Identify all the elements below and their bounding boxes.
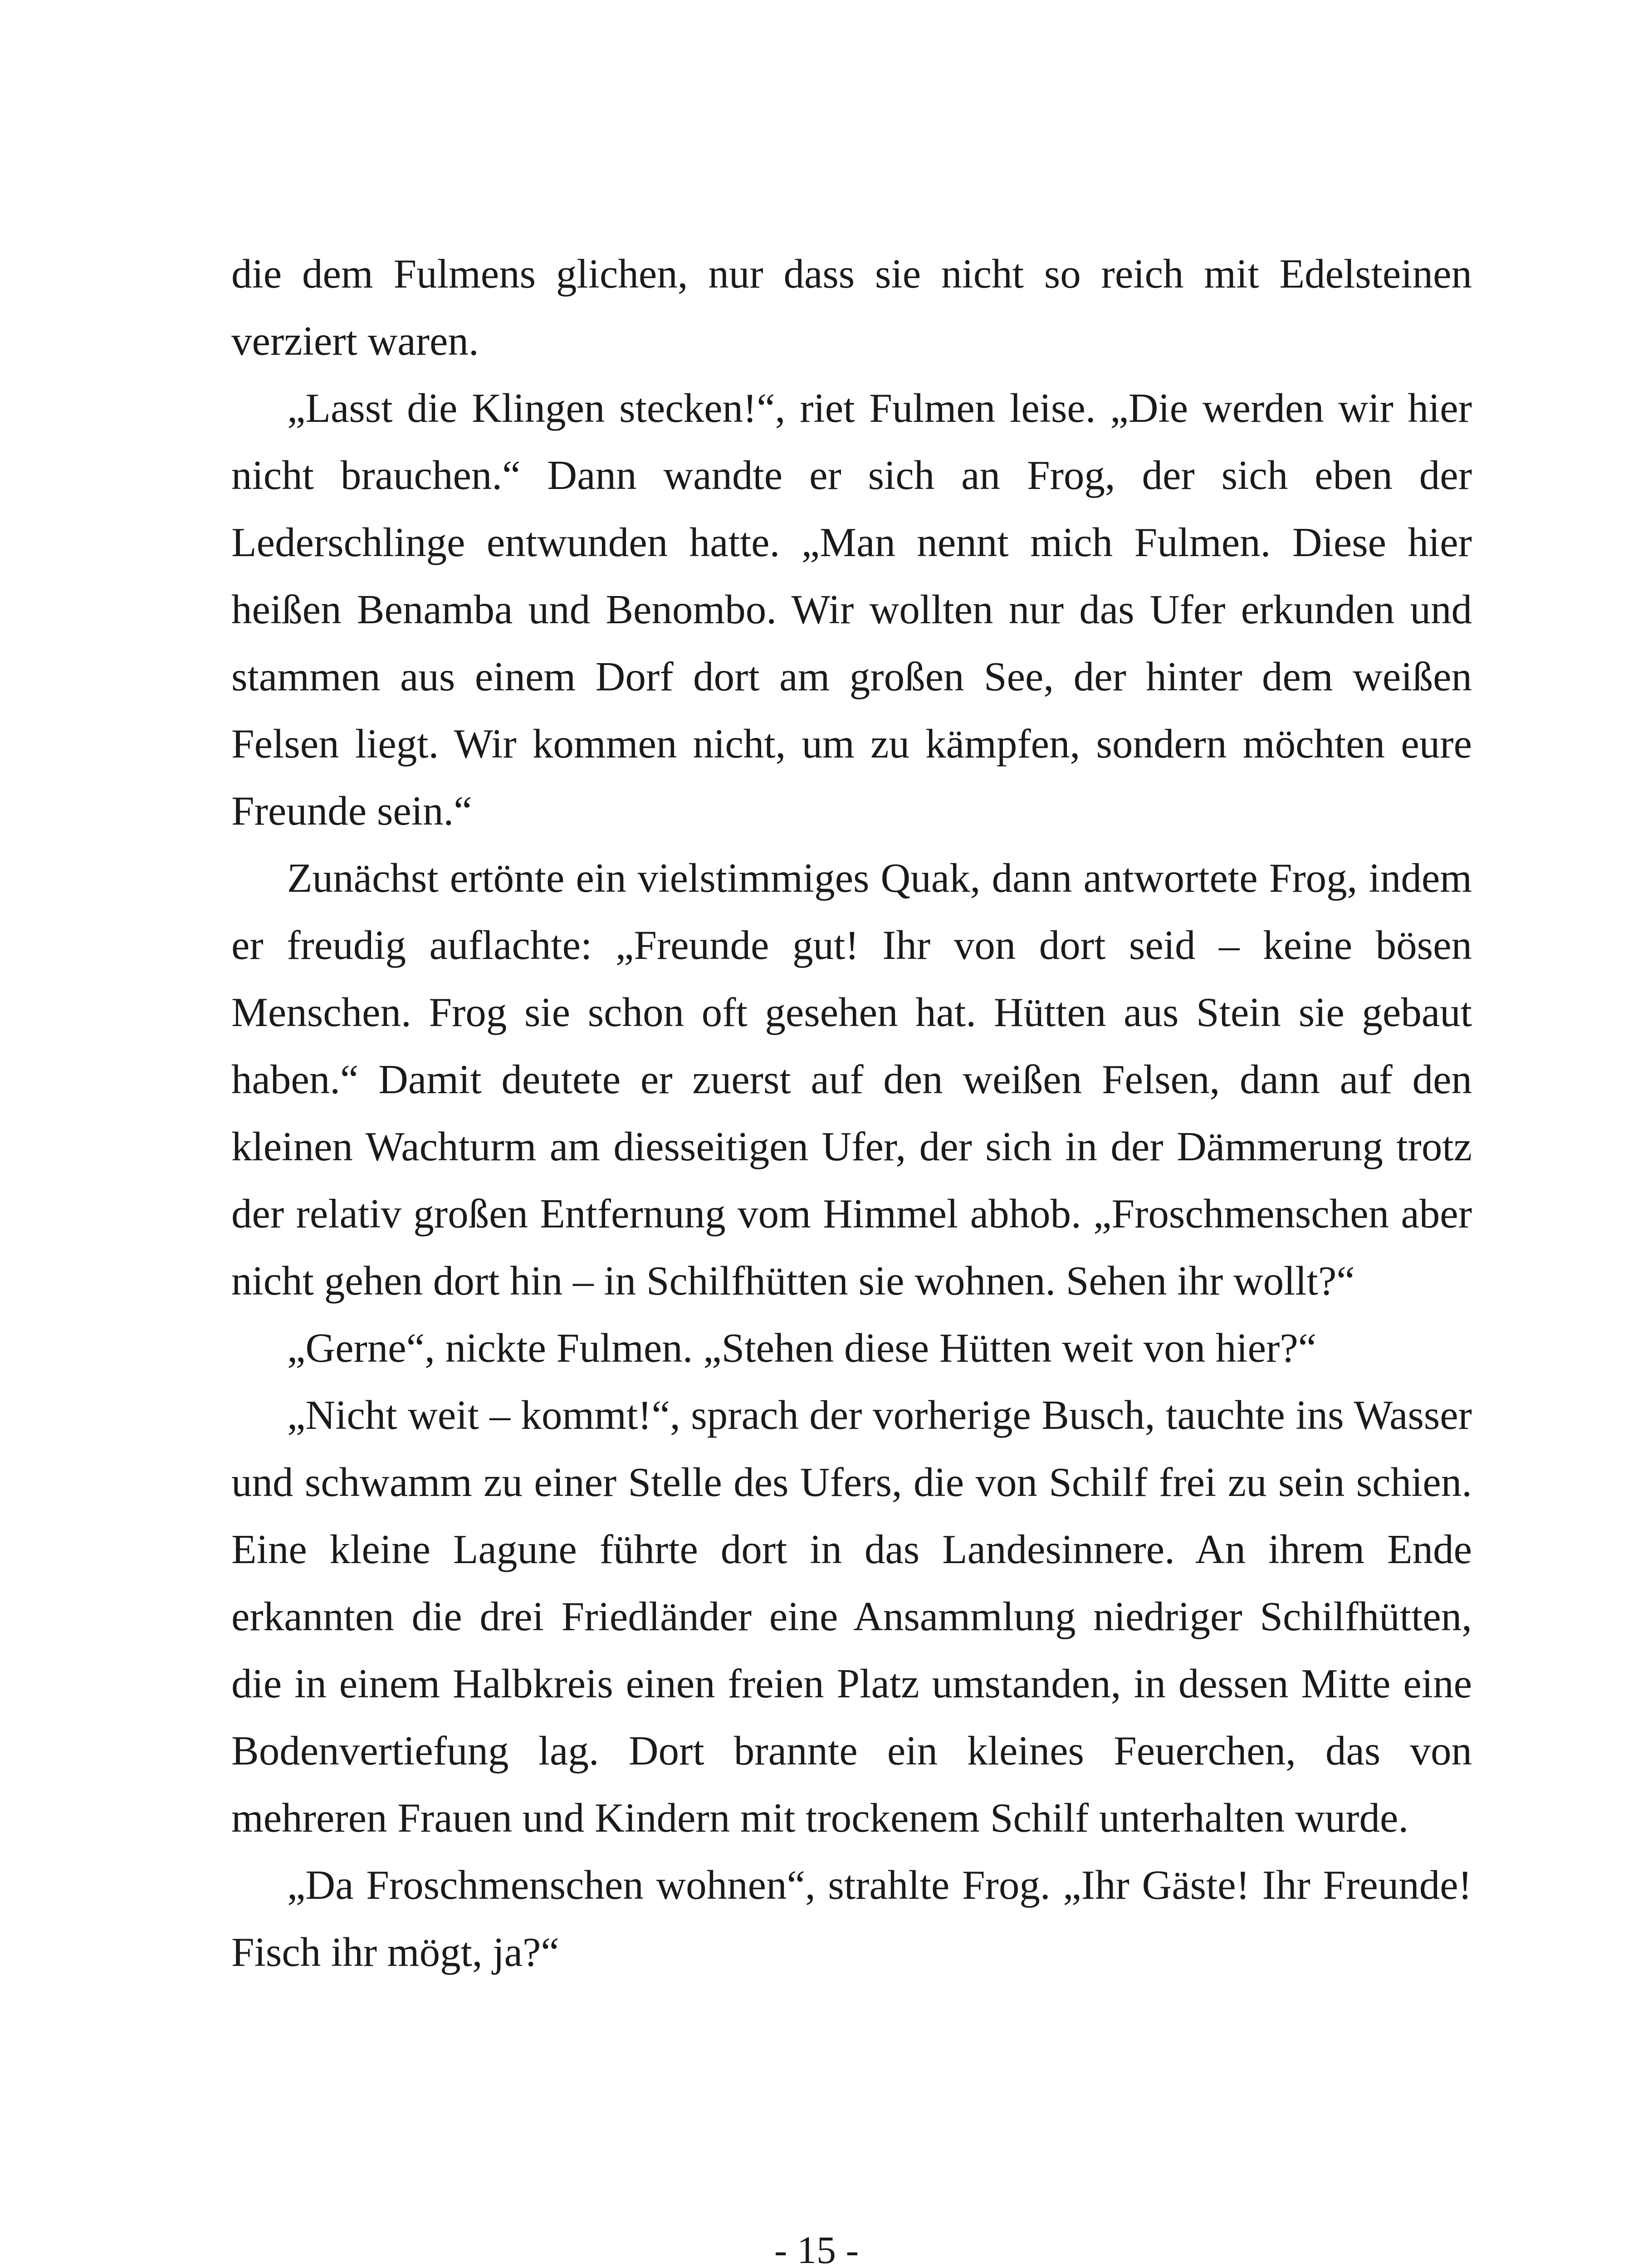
paragraph: „Nicht weit – kommt!“, sprach der vorherige Busch, tauchte ins Wasser und schwamm zu einer Stelle des Ufers, die von Schilf frei zu sein schien. Eine kleine Lagune führte dort in das Landesinnere. An ihrem Ende erkannten die drei Friedländer eine Ansammlung niedriger Schilfhütten, die in einem Halbkreis einen freien Platz umstanden, in dessen Mitte eine Bodenvertiefung lag. Dort brannte ein kleines Feuerchen, das von mehreren Frauen und Kindern mit trockenem Schilf unterhalten wurde.: [231, 1392, 1472, 1841]
paragraph: „Da Froschmenschen wohnen“, strahlte Frog. „Ihr Gäste! Ihr Freunde! Fisch ihr mögt, ja?“: [231, 1862, 1472, 1975]
paragraph: „Gerne“, nickte Fulmen. „Stehen diese Hütten weit von hier?“: [287, 1325, 1317, 1371]
body-text: [231, 240, 1472, 1986]
page-number: - 15 -: [774, 2228, 859, 2268]
paragraph: Zunächst ertönte ein vielstimmiges Quak, dann antwortete Frog, indem er freudig auflachte: „Freunde gut! Ihr von dort seid – keine bösen Menschen. Frog sie schon oft gesehen hat. Hütten aus Stein sie gebaut haben.“ Damit deutete er zuerst auf den weißen Felsen, dann auf den kleinen Wachturm am diesseitigen Ufer, der sich in der Dämmerung trotz der relativ großen Entfernung vom Himmel abhob. „Froschmenschen aber nicht gehen dort hin – in Schilfhütten sie wohnen. Sehen ihr wollt?“: [231, 855, 1472, 1304]
paragraph: die dem Fulmens glichen, nur dass sie nicht so reich mit Edelsteinen verziert waren.: [231, 251, 1472, 364]
paragraph: „Lasst die Klingen stecken!“, riet Fulmen leise. „Die werden wir hier nicht brauchen.“ Dann wandte er sich an Frog, der sich eben der Lederschlinge entwunden hatte. „Man nennt mich Fulmen. Diese hier heißen Benamba und Benombo. Wir wollten nur das Ufer erkunden und stammen aus einem Dorf dort am großen See, der hinter dem weißen Felsen liegt. Wir kommen nicht, um zu kämpfen, sondern möchten eure Freunde sein.“: [231, 385, 1472, 834]
